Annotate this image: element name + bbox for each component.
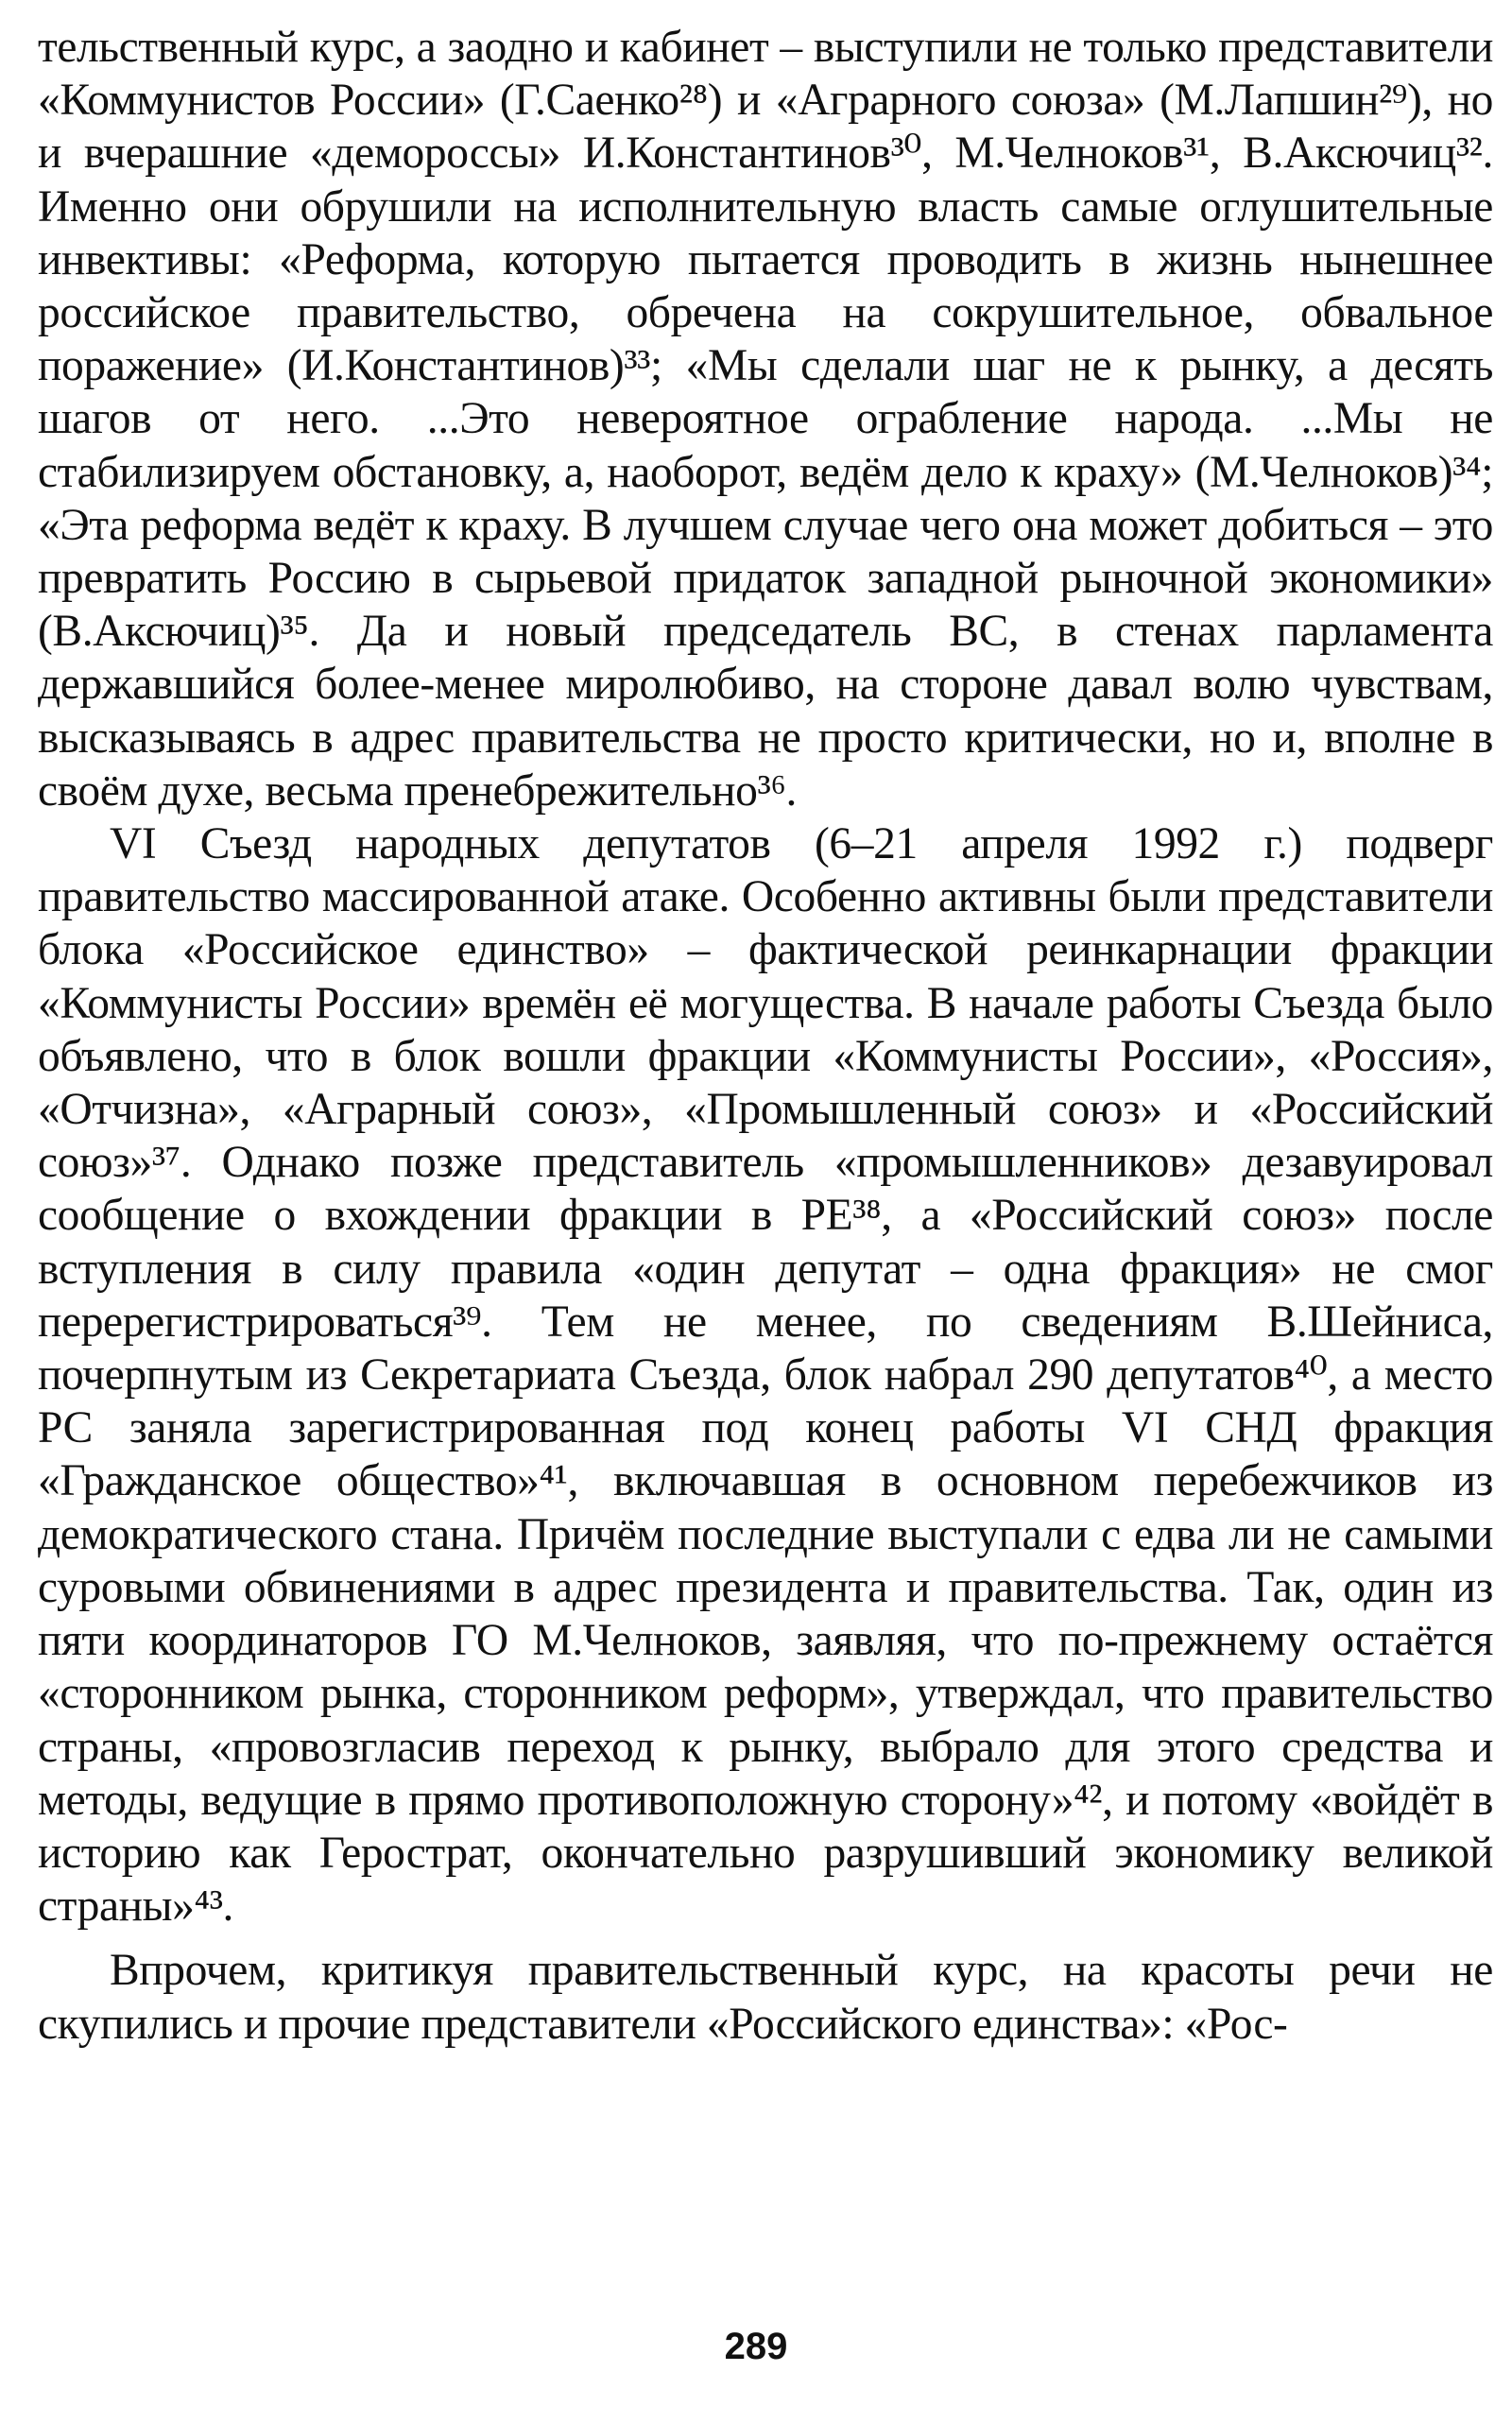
page-body (38, 21, 1493, 2051)
paragraph-2: VI Съезд народных депутатов (6–21 апреля 1992 г.) подверг правительство массированной атаке. Особенно активны были представители блока «Российское единство» – фактической реинкарнации фракции «Коммунисты России» времён её могущества. В начале работы Съезда было объявлено, что в блок вошли фракции «Коммунисты России», «Россия», «Отчизна», «Аграрный союз», «Промышленный союз» и «Российский союз»³⁷. Однако позже представитель «промышленников» дезавуировал сообщение о вхождении фракции в РЕ³⁸, а «Российский союз» после вступления в силу правила «один депутат – одна фракция» не смог перерегистрироваться³⁹. Тем не менее, по сведениям В.Шейниса, почерпнутым из Секретариата Съезда, блок набрал 290 депутатов⁴⁰, а место РС заняла зарегистрированная под конец работы VI СНД фракция «Гражданское общество»⁴¹, включавшая в основном перебежчиков из демократического стана. Причём последние выступали с едва ли не самыми суровыми обвинениями в адрес президента и правительства. Так, один из пяти координаторов ГО М.Челноков, заявляя, что по-прежнему остаётся «сторонником рынка, сторонником реформ», утверждал, что правительство страны, «провозгласив переход к рынку, выбрало для этого средства и методы, ведущие в прямо противоположную сторону»⁴², и потому «войдёт в историю как Герострат, окончательно разрушивший экономику великой страны»⁴³. (38, 819, 1493, 1932)
paragraph-1: тельственный курс, а заодно и кабинет – выступили не только представители «Коммунистов России» (Г.Саенко²⁸) и «Аграрного союза» (М.Лапшин²⁹), но и вчерашние «демороссы» И.Константинов³⁰, М.Челноков³¹, В.Аксючиц³². Именно они обрушили на исполнительную власть самые оглушительные инвективы: «Реформа, которую пытается проводить в жизнь нынешнее российское правительство, обречена на сокрушительное, обвальное поражение» (И.Константинов)³³; «Мы сделали шаг не к рынку, а десять шагов от него. ...Это невероятное ограбление народа. ...Мы не стабилизируем обстановку, а, наоборот, ведём дело к краху» (М.Челноков)³⁴; «Эта реформа ведёт к краху. В лучшем случае чего она может добиться – это превратить Россию в сырьевой придаток западной рыночной экономики» (В.Аксючиц)³⁵. Да и новый председатель ВС, в стенах парламента державшийся более-менее миролюбиво, на стороне давал волю чувствам, высказываясь в адрес правительства не просто критически, но и, вполне в своём духе, весьма пренебрежительно³⁶. (38, 23, 1493, 816)
page-number: 289 (724, 2326, 788, 2367)
paragraph-3: Впрочем, критикуя правительственный курс, на красоты речи не скупились и прочие представители «Российского единства»: «Рос- (38, 1946, 1493, 2049)
